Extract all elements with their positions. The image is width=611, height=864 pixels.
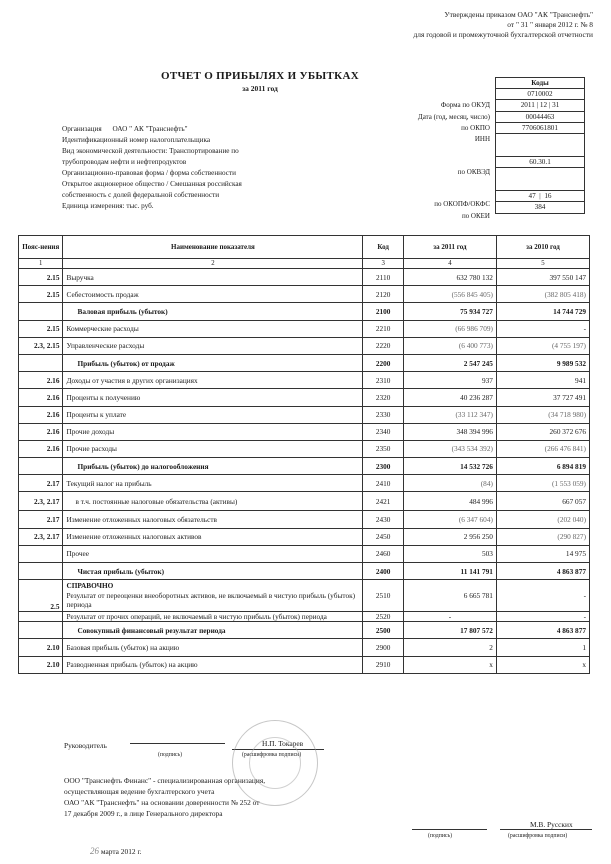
row-note: 2.16 <box>19 423 63 440</box>
org-label: Организация <box>62 125 102 133</box>
row-note: 2.15 <box>19 320 63 337</box>
row-code: 2320 <box>363 389 403 406</box>
reference-item-1-cell <box>63 580 363 612</box>
row-note: 2.3, 2.17 <box>19 528 63 545</box>
row-name: Проценты к получению <box>63 389 363 406</box>
col-number: 1 <box>19 259 63 269</box>
table-row <box>19 286 590 303</box>
row-current-value: (343 534 392) <box>403 440 496 457</box>
row-previous-value: 4 863 877 <box>496 563 589 580</box>
okopf-code: 47 <box>528 192 536 201</box>
okei-code: 384 <box>496 202 585 213</box>
legal-form-line-1: Организационно-правовая форма / форма собственности <box>62 169 236 177</box>
activity-line-1: Вид экономической деятельности: Транспортирование по <box>62 147 239 155</box>
table-body <box>19 269 590 674</box>
row-code: 2460 <box>363 545 403 562</box>
row-code: 2450 <box>363 528 403 545</box>
row-code: 2900 <box>363 639 403 656</box>
col-number: 3 <box>363 259 403 269</box>
row-note: 2.16 <box>19 389 63 406</box>
table-row <box>19 563 590 580</box>
reference-current-1: 6 665 781 <box>403 580 496 612</box>
row-note <box>19 458 63 475</box>
row-current-value: 75 934 727 <box>403 303 496 320</box>
row-current-value: 2 547 245 <box>403 354 496 371</box>
blank-code-cell <box>496 133 585 156</box>
table-row <box>19 492 590 511</box>
row-note: 2.15 <box>19 286 63 303</box>
row-name: Разводненная прибыль (убыток) на акцию <box>63 656 363 673</box>
director-signature-line <box>412 829 487 830</box>
row-name: Прибыль (убыток) до налогообложения <box>63 458 363 475</box>
row-previous-value: (202 040) <box>496 511 589 528</box>
finance-org-line-4: 17 декабря 2009 г., в лице Генерального директора <box>64 809 223 818</box>
row-code: 2350 <box>363 440 403 457</box>
header-previous-year: за 2010 год <box>496 236 589 259</box>
activity-line-2: трубопроводам нефти и нефтепродуктов <box>62 158 187 166</box>
row-previous-value: 397 550 147 <box>496 269 589 286</box>
col-number: 4 <box>403 259 496 269</box>
unit-label: Единица измерения: тыс. руб. <box>62 202 154 210</box>
row-current-value: (6 400 773) <box>403 337 496 354</box>
row-note: 2.17 <box>19 475 63 492</box>
row-current-value: 2 956 250 <box>403 528 496 545</box>
approval-line-2: от " 31 " января 2012 г. № 8 <box>507 20 593 29</box>
row-previous-value: (290 827) <box>496 528 589 545</box>
table-row <box>19 545 590 562</box>
reference-row <box>19 611 590 622</box>
date-year: 2011 <box>520 101 535 110</box>
table-row <box>19 528 590 545</box>
row-previous-value: 14 744 729 <box>496 303 589 320</box>
table-row <box>19 656 590 673</box>
row-previous-value: 667 057 <box>496 492 589 511</box>
row-current-value: (6 347 604) <box>403 511 496 528</box>
row-previous-value: 9 989 532 <box>496 354 589 371</box>
table-row <box>19 406 590 423</box>
row-name: Выручка <box>63 269 363 286</box>
table-row <box>19 389 590 406</box>
row-name: Доходы от участия в других организациях <box>63 372 363 389</box>
row-name: Себестоимость продаж <box>63 286 363 303</box>
row-note <box>19 563 63 580</box>
row-code: 2110 <box>363 269 403 286</box>
approval-line-3: для годовой и промежуточной бухгалтерской отчетности <box>413 30 593 39</box>
table-row <box>19 458 590 475</box>
row-code: 2220 <box>363 337 403 354</box>
row-previous-value: 260 372 676 <box>496 423 589 440</box>
finance-org-line-3: ОАО "АК "Транснефть" на основании доверенности № 252 от <box>64 798 260 807</box>
table-row <box>19 354 590 371</box>
row-code: 2910 <box>363 656 403 673</box>
row-current-value: 40 236 287 <box>403 389 496 406</box>
row-current-value: (84) <box>403 475 496 492</box>
signature-date <box>90 846 142 856</box>
row-current-value: х <box>403 656 496 673</box>
row-note <box>19 622 63 639</box>
row-previous-value: (34 718 980) <box>496 406 589 423</box>
finance-org-line-2: осуществляющая ведение бухгалтерского учета <box>64 787 215 796</box>
profit-loss-table <box>18 235 590 674</box>
date-label: Дата (год, месяц, число) <box>417 113 490 121</box>
reference-note-empty <box>19 611 63 622</box>
table-row <box>19 337 590 354</box>
row-note: 2.10 <box>19 639 63 656</box>
finance-org-text <box>64 775 265 819</box>
row-current-value: 503 <box>403 545 496 562</box>
okei-label: по ОКЕИ <box>461 212 490 220</box>
table-row <box>19 423 590 440</box>
col-number: 2 <box>63 259 363 269</box>
row-name: Прочее <box>63 545 363 562</box>
row-name: Базовая прибыль (убыток) на акцию <box>63 639 363 656</box>
decode-caption: (расшифровка подписи) <box>242 752 302 758</box>
row-name: в т.ч. постоянные налоговые обязательства (активы) <box>63 492 363 511</box>
header-note: Пояс-нения <box>19 236 63 259</box>
row-current-value: 11 141 791 <box>403 563 496 580</box>
row-current-value: 484 996 <box>403 492 496 511</box>
row-code: 2200 <box>363 354 403 371</box>
approval-line-1: Утверждены приказом ОАО "АК "Транснефть" <box>444 10 593 19</box>
table-row <box>19 372 590 389</box>
row-previous-value: (1 553 059) <box>496 475 589 492</box>
row-name: Текущий налог на прибыль <box>63 475 363 492</box>
row-code: 2410 <box>363 475 403 492</box>
okved-label: по ОКВЭД <box>457 168 490 176</box>
okud-code: 0710002 <box>496 89 585 100</box>
row-current-value: 17 807 572 <box>403 622 496 639</box>
director-decode-line <box>500 829 592 830</box>
row-note: 2.3, 2.15 <box>19 337 63 354</box>
row-name: Чистая прибыль (убыток) <box>63 563 363 580</box>
row-note: 2.3, 2.17 <box>19 492 63 511</box>
report-period: за 2011 год <box>242 84 278 93</box>
table-row <box>19 639 590 656</box>
row-previous-value: 6 894 819 <box>496 458 589 475</box>
row-note: 2.16 <box>19 406 63 423</box>
table-row <box>19 440 590 457</box>
head-name: Н.П. Токарев <box>262 739 304 748</box>
row-name: Управленческие расходы <box>63 337 363 354</box>
report-title: ОТЧЕТ О ПРИБЫЛЯХ И УБЫТКАХ <box>161 70 359 82</box>
row-previous-value: 4 863 877 <box>496 622 589 639</box>
row-name: Проценты к уплате <box>63 406 363 423</box>
org-line <box>62 124 362 135</box>
org-meta <box>62 124 362 212</box>
codes-table <box>495 77 585 214</box>
head-label: Руководитель <box>64 741 107 750</box>
row-name: Совокупный финансовый результат периода <box>63 622 363 639</box>
row-current-value: 2 <box>403 639 496 656</box>
table-row <box>19 475 590 492</box>
director-sign-caption: (подпись) <box>428 833 453 839</box>
row-code: 2500 <box>363 622 403 639</box>
legal-form-line-2: Открытое акционерное общество / Смешанная российская <box>62 180 242 188</box>
date-day: 31 <box>552 101 560 110</box>
legal-form-line-3: собственность с долей федеральной собственности <box>62 191 220 199</box>
okud-label: Форма по ОКУД <box>440 101 490 109</box>
row-previous-value: (266 476 841) <box>496 440 589 457</box>
table-row <box>19 320 590 337</box>
row-code: 2421 <box>363 492 403 511</box>
finance-org-line-1: ООО "Транснефть Финанс" - специализированная организация, <box>64 776 266 785</box>
row-previous-value: 14 975 <box>496 545 589 562</box>
approval-note <box>414 10 593 40</box>
row-code: 2430 <box>363 511 403 528</box>
row-previous-value: х <box>496 656 589 673</box>
row-code: 2310 <box>363 372 403 389</box>
row-current-value: 632 780 132 <box>403 269 496 286</box>
row-code: 2120 <box>363 286 403 303</box>
reference-row <box>19 580 590 612</box>
row-name: Коммерческие расходы <box>63 320 363 337</box>
table-row <box>19 303 590 320</box>
row-current-value: (33 112 347) <box>403 406 496 423</box>
reference-current-2: - <box>403 611 496 622</box>
row-name: Валовая прибыль (убыток) <box>63 303 363 320</box>
head-signature-line <box>130 743 225 744</box>
inn-full-label: Идентификационный номер налогоплательщика <box>62 136 211 144</box>
blank-code-cell-2 <box>496 168 585 191</box>
okopf-label: по ОКОПФ/ОКФС <box>434 200 490 208</box>
reference-code-1: 2510 <box>363 580 403 612</box>
row-name: Прибыль (убыток) от продаж <box>63 354 363 371</box>
reference-note: 2.5 <box>19 580 63 612</box>
row-note: 2.16 <box>19 440 63 457</box>
row-current-value: 348 394 996 <box>403 423 496 440</box>
row-code: 2340 <box>363 423 403 440</box>
inn-label: ИНН <box>474 135 490 143</box>
row-code: 2210 <box>363 320 403 337</box>
reference-code-2: 2520 <box>363 611 403 622</box>
report-date-cell: 2011 | 12 | 31 <box>496 100 585 111</box>
row-current-value: (66 986 709) <box>403 320 496 337</box>
row-previous-value: (382 805 418) <box>496 286 589 303</box>
header-code: Код <box>363 236 403 259</box>
row-note <box>19 303 63 320</box>
signature-date-day: 26 <box>90 846 99 856</box>
row-code: 2400 <box>363 563 403 580</box>
row-note <box>19 545 63 562</box>
row-note: 2.15 <box>19 269 63 286</box>
row-current-value: (556 845 405) <box>403 286 496 303</box>
table-row <box>19 269 590 286</box>
director-decode-caption: (расшифровка подписи) <box>508 833 568 839</box>
table-row <box>19 511 590 528</box>
date-month: 12 <box>539 101 548 110</box>
okopf-okfs-code: 47 | 16 <box>496 191 585 202</box>
row-current-value: 14 532 726 <box>403 458 496 475</box>
reference-heading: СПРАВОЧНО <box>66 581 114 591</box>
row-note: 2.10 <box>19 656 63 673</box>
row-current-value: 937 <box>403 372 496 389</box>
okpo-label: по ОКПО <box>461 124 490 132</box>
row-previous-value: 1 <box>496 639 589 656</box>
row-note: 2.17 <box>19 511 63 528</box>
row-code: 2300 <box>363 458 403 475</box>
codes-header: Коды <box>496 78 585 89</box>
col-number: 5 <box>496 259 589 269</box>
header-name: Наименование показателя <box>63 236 363 259</box>
row-previous-value: 37 727 491 <box>496 389 589 406</box>
sign-caption: (подпись) <box>158 752 183 758</box>
org-value: ОАО " АК "Транснефть" <box>112 125 188 133</box>
row-previous-value: - <box>496 320 589 337</box>
okved-code: 60.30.1 <box>496 156 585 167</box>
row-name: Изменение отложенных налоговых активов <box>63 528 363 545</box>
row-previous-value: 941 <box>496 372 589 389</box>
row-code: 2330 <box>363 406 403 423</box>
okpo-code: 00044463 <box>496 111 585 122</box>
director-name: М.В. Русских <box>530 820 573 829</box>
reference-previous-2: - <box>496 611 589 622</box>
reference-previous-1: - <box>496 580 589 612</box>
okfs-code: 16 <box>544 192 552 201</box>
table-row <box>19 622 590 639</box>
row-name: Прочие доходы <box>63 423 363 440</box>
row-name: Прочие расходы <box>63 440 363 457</box>
row-note: 2.16 <box>19 372 63 389</box>
inn-code: 7706061801 <box>496 122 585 133</box>
row-name: Изменение отложенных налоговых обязательств <box>63 511 363 528</box>
reference-item-2: Результат от прочих операций, не включаемый в чистую прибыль (убыток) периода <box>63 611 363 622</box>
reference-item-1: Результат от переоценки внеоборотных активов, не включаемый в чистую прибыль (убыток) периода <box>66 590 356 610</box>
header-current-year: за 2011 год <box>403 236 496 259</box>
row-previous-value: (4 755 197) <box>496 337 589 354</box>
row-code: 2100 <box>363 303 403 320</box>
signature-date-rest: марта 2012 г. <box>100 847 142 856</box>
row-note <box>19 354 63 371</box>
